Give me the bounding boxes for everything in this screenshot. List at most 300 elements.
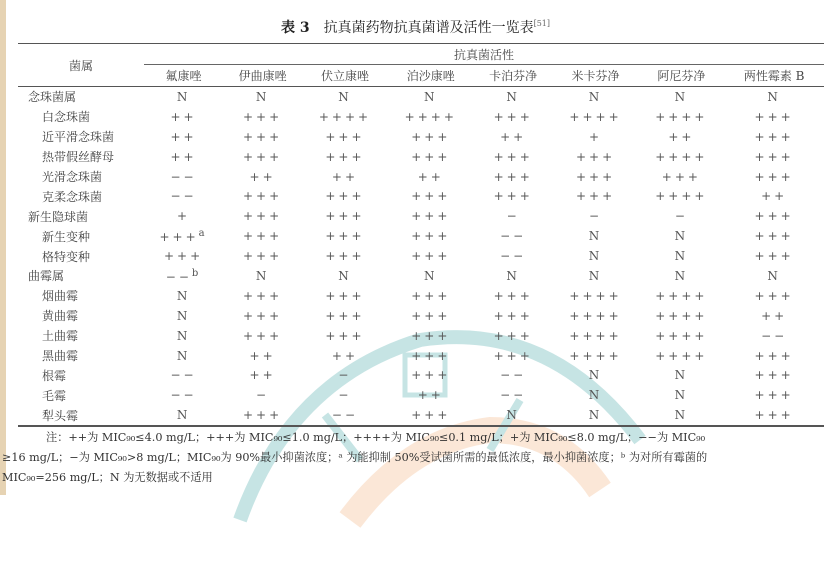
activity-value: +++ [243,229,283,244]
table-row [18,246,824,266]
activity-cell [223,306,302,326]
activity-value: N [674,249,689,264]
activity-value: +++ [575,189,616,204]
page-edge [0,0,6,495]
activity-group-header: 抗真菌活性 [144,44,824,65]
activity-cell [474,147,553,167]
activity-value: N [176,89,191,104]
activity-cell [223,127,302,147]
activity-cell [223,107,302,127]
activity-cell [223,147,302,167]
activity-cell [724,405,824,426]
activity-value: ++ [417,169,444,184]
activity-value: N [674,89,689,104]
activity-value: +++ [325,229,365,244]
activity-cell [302,186,388,206]
activity-value: ++ [761,308,788,323]
activity-cell [144,326,223,346]
activity-value: N [588,408,603,423]
table-row [18,206,824,226]
table-title: 抗真菌药物抗真菌谱及活性一览表 [323,20,534,36]
activity-value: N [506,268,520,283]
organism-name: 黄曲霉 [42,309,79,324]
activity-value: N [588,388,603,403]
activity-cell [388,147,474,167]
activity-cell [144,306,223,326]
activity-value: N [338,268,352,283]
activity-cell [638,107,724,127]
activity-value: +++ [411,229,451,244]
activity-value: +++ [325,149,365,164]
activity-value: ++++ [655,288,708,303]
activity-cell [144,246,223,266]
activity-value: ++ [170,129,197,144]
activity-cell [144,286,223,306]
activity-cell [724,87,824,107]
activity-cell [144,167,223,187]
activity-cell [474,87,553,107]
activity-value: −− [170,368,197,383]
activity-value: −− [170,169,197,184]
activity-value: +++ [493,149,533,164]
activity-cell [223,266,302,286]
activity-cell [474,186,553,206]
activity-value: −− [331,408,359,423]
organism-name: 烟曲霉 [42,289,79,304]
activity-value: +++ [325,189,365,204]
activity-value: N [674,388,689,403]
activity-cell [724,346,824,366]
activity-cell [388,246,474,266]
activity-cell [302,127,388,147]
activity-value: +++ [243,109,283,124]
activity-value: ++++ [569,308,622,323]
activity-value: N [674,268,689,283]
activity-cell [553,266,639,286]
table-row [18,127,824,147]
activity-value: N [674,229,689,244]
activity-cell [553,147,639,167]
activity-value: N [255,89,270,104]
activity-cell [724,306,824,326]
activity-cell [724,385,824,405]
activity-value: N [767,268,781,283]
activity-value: −− [165,269,192,284]
activity-cell [302,87,388,107]
activity-value: −− [170,189,197,204]
activity-cell [553,107,639,127]
footnote-line-1: 注：++为 MIC₉₀≤4.0 mg/L；+++为 MIC₉₀≤1.0 mg/L；++++为 MIC₉₀≤0.1 mg/L；+为 MIC₉₀≤8.0 mg/L；−−为 MIC₉₀ [46,431,706,444]
activity-cell [638,286,724,306]
activity-cell [388,385,474,405]
drug-column-header: 伏立康唑 [302,65,388,87]
activity-cell [144,266,223,286]
activity-value: +++ [411,149,451,164]
activity-value: + [177,209,191,224]
activity-value: N [424,268,438,283]
activity-value: ++++ [655,348,708,363]
activity-value: − [506,209,520,224]
activity-value: ++ [668,129,695,144]
activity-value: +++ [493,288,533,303]
activity-cell [553,246,639,266]
activity-value: +++ [411,348,451,363]
activity-value: ++++ [655,189,708,204]
activity-cell [388,306,474,326]
activity-value: ++ [249,368,276,383]
activity-value: ++ [170,109,197,124]
activity-value: +++ [493,348,533,363]
activity-value: +++ [754,288,794,303]
drug-column-header: 卡泊芬净 [474,65,553,87]
organism-name: 热带假丝酵母 [42,150,115,165]
activity-value: N [176,308,191,323]
activity-value: +++ [754,209,794,224]
activity-cell [638,87,724,107]
activity-value: ++ [500,129,527,144]
activity-cell [302,286,388,306]
activity-cell [474,107,553,127]
activity-value: +++ [493,189,533,204]
activity-cell [724,365,824,385]
activity-value: +++ [754,408,794,423]
activity-value: ++ [170,149,197,164]
activity-value: −− [500,229,527,244]
drug-column-header: 伊曲康唑 [223,65,302,87]
activity-cell [302,147,388,167]
activity-cell [553,326,639,346]
activity-cell [144,206,223,226]
activity-value: +++ [411,288,451,303]
activity-value: +++ [754,169,794,184]
activity-cell [724,206,824,226]
activity-value: ++ [331,348,359,363]
organism-name: 根霉 [42,368,67,383]
activity-cell [474,206,553,226]
activity-cell [553,306,639,326]
activity-value: ++++ [569,348,622,363]
activity-value: ++++ [404,109,457,124]
activity-cell [638,167,724,187]
activity-cell [302,385,388,405]
table-row [18,365,824,385]
activity-cell [144,107,223,127]
activity-value: ++ [249,169,276,184]
activity-value: +++ [325,249,365,264]
activity-value: ++ [761,189,788,204]
activity-cell [638,186,724,206]
activity-value: +++ [411,308,451,323]
table-footnote [2,428,822,488]
activity-cell [724,186,824,206]
activity-cell [302,226,388,246]
table-row [18,306,824,326]
activity-cell [724,107,824,127]
activity-value: +++ [754,368,794,383]
activity-cell [144,87,223,107]
activity-cell [223,87,302,107]
activity-value: N [588,368,603,383]
activity-value: ++++ [655,328,708,343]
activity-value: ++++ [569,109,622,124]
activity-value: − [589,209,603,224]
activity-value: ++++ [569,288,622,303]
activity-cell [724,266,824,286]
activity-cell [223,167,302,187]
activity-cell [388,87,474,107]
activity-cell [223,326,302,346]
activity-cell [553,206,639,226]
activity-value: ++++ [655,308,708,323]
activity-value: +++ [243,149,283,164]
activity-value: N [338,89,352,104]
activity-value: + [589,129,603,144]
activity-cell [302,326,388,346]
activity-cell [724,127,824,147]
activity-cell [144,346,223,366]
activity-value: +++ [754,249,794,264]
organism-name: 念珠菌属 [28,90,77,105]
table-row [18,346,824,366]
activity-value: +++ [325,209,365,224]
activity-value: N [767,89,781,104]
activity-value: +++ [325,288,365,303]
organism-name: 新生隐球菌 [28,209,89,224]
activity-value: N [506,408,520,423]
activity-cell [223,186,302,206]
activity-cell [388,286,474,306]
activity-value: N [176,348,191,363]
drug-column-header: 泊沙康唑 [388,65,474,87]
activity-value: +++ [661,169,701,184]
activity-cell [553,226,639,246]
organism-name: 新生变种 [42,229,91,244]
table-row [18,405,824,426]
footnote-line-3: MIC₉₀=256 mg/L；N 为无数据或不适用 [2,471,213,484]
activity-value: +++ [411,249,451,264]
activity-value: −− [761,328,788,343]
activity-cell [638,147,724,167]
activity-cell [474,167,553,187]
activity-cell [144,186,223,206]
activity-value: N [674,368,689,383]
activity-cell [724,326,824,346]
activity-value: N [255,268,270,283]
activity-cell [144,226,223,246]
activity-value: −− [500,388,527,403]
activity-value: +++ [575,169,616,184]
activity-value: N [176,328,191,343]
activity-value: +++ [325,129,365,144]
activity-value: +++ [325,308,365,323]
activity-value: N [506,89,520,104]
table-body [18,87,824,427]
activity-cell [388,206,474,226]
table-row [18,107,824,127]
genus-column-header: 菌属 [18,44,144,87]
table-row [18,385,824,405]
activity-value: ++ [417,388,444,403]
activity-value: − [338,368,352,383]
activity-value: +++ [243,209,283,224]
activity-cell [474,286,553,306]
activity-cell [553,346,639,366]
activity-value: −− [170,388,197,403]
table-row [18,167,824,187]
activity-value: +++ [411,129,451,144]
activity-cell [388,365,474,385]
activity-cell [638,226,724,246]
activity-cell [223,365,302,385]
activity-cell [638,246,724,266]
activity-value: ++++ [318,109,372,124]
activity-cell [144,127,223,147]
activity-cell [302,306,388,326]
activity-cell [724,286,824,306]
activity-cell [144,365,223,385]
activity-value: +++ [243,129,283,144]
organism-name: 光滑念珠菌 [42,170,103,184]
activity-cell [474,346,553,366]
activity-value: +++ [411,408,451,423]
activity-cell [302,206,388,226]
activity-cell [638,127,724,147]
activity-value: +++ [754,109,794,124]
activity-value: N [588,89,603,104]
activity-value: +++ [754,348,794,363]
organism-name: 犁头霉 [18,405,144,426]
activity-cell [474,127,553,147]
activity-cell [474,405,553,426]
activity-cell [223,226,302,246]
organism-name: 近平滑念珠菌 [42,130,115,145]
activity-cell [724,226,824,246]
activity-value: +++ [243,288,283,303]
activity-cell [144,385,223,405]
activity-cell [553,365,639,385]
activity-value: N [588,268,603,283]
activity-value: ++++ [655,109,708,124]
footnote-line-2: ≥16 mg/L；−为 MIC₉₀>8 mg/L；MIC₉₀为 90%最小抑菌浓度；ᵃ 为能抑制 50%受试菌所需的最低浓度，最小抑菌浓度；ᵇ 为对所有霉菌的 [2,451,708,464]
activity-cell [388,266,474,286]
activity-cell [638,346,724,366]
activity-value: +++ [411,189,451,204]
activity-cell [724,167,824,187]
organism-name: 克柔念珠菌 [42,189,103,204]
activity-value: +++ [575,149,616,164]
activity-cell [302,346,388,366]
activity-cell [638,266,724,286]
activity-cell [553,405,639,426]
activity-cell [638,385,724,405]
activity-value: +++ [411,209,451,224]
activity-cell [302,365,388,385]
table-row [18,286,824,306]
table-row [18,266,824,286]
activity-cell [388,346,474,366]
activity-cell [638,206,724,226]
activity-cell [474,226,553,246]
activity-cell [724,246,824,266]
citation-ref: [51] [533,19,551,28]
activity-value: − [256,388,270,403]
activity-cell [223,206,302,226]
activity-value: − [338,388,352,403]
footnote-marker: a [198,228,208,240]
activity-value: +++ [243,408,283,423]
activity-value: +++ [754,149,794,164]
activity-cell [388,167,474,187]
organism-name: 毛霉 [42,388,67,403]
activity-cell [223,246,302,266]
activity-cell [388,405,474,426]
organism-name: 黑曲霉 [42,349,79,364]
activity-value: ++++ [569,328,622,343]
table-row [18,186,824,206]
activity-cell [553,127,639,147]
activity-cell [638,326,724,346]
activity-cell [638,405,724,426]
activity-value: +++ [754,388,794,403]
activity-cell [553,167,639,187]
activity-cell [724,147,824,167]
activity-cell [144,405,223,426]
activity-value: ++ [249,348,276,363]
activity-cell [223,385,302,405]
antifungal-activity-table [18,43,824,427]
activity-value: +++ [243,189,283,204]
table-caption [0,17,831,37]
activity-value: +++ [411,328,451,343]
activity-value: +++ [325,328,365,343]
activity-cell [302,405,388,426]
activity-value: ++++ [655,149,708,164]
activity-cell [474,326,553,346]
activity-value: +++ [493,308,533,323]
activity-value: +++ [754,129,794,144]
activity-value: +++ [493,169,533,184]
drug-column-header: 米卡芬净 [553,65,639,87]
footnote-marker: b [191,267,202,279]
activity-value: N [176,408,191,423]
activity-value: N [588,229,603,244]
activity-cell [553,385,639,405]
activity-value: +++ [243,249,283,264]
activity-value: − [674,209,688,224]
activity-cell [638,306,724,326]
activity-cell [553,186,639,206]
activity-cell [302,266,388,286]
activity-value: ++ [331,169,359,184]
activity-cell [474,306,553,326]
organism-name: 曲霉属 [28,269,65,284]
activity-value: −− [500,368,527,383]
activity-value: +++ [493,328,533,343]
table-row [18,87,824,107]
activity-value: +++ [754,229,794,244]
organism-name: 土曲霉 [42,329,79,344]
drug-column-header: 两性霉素 B [724,65,824,87]
activity-value: +++ [159,230,199,245]
activity-cell [638,365,724,385]
activity-cell [474,246,553,266]
table-row [18,147,824,167]
activity-cell [474,266,553,286]
activity-cell [388,127,474,147]
activity-cell [474,365,553,385]
organism-name: 白念珠菌 [42,110,91,125]
activity-cell [302,107,388,127]
